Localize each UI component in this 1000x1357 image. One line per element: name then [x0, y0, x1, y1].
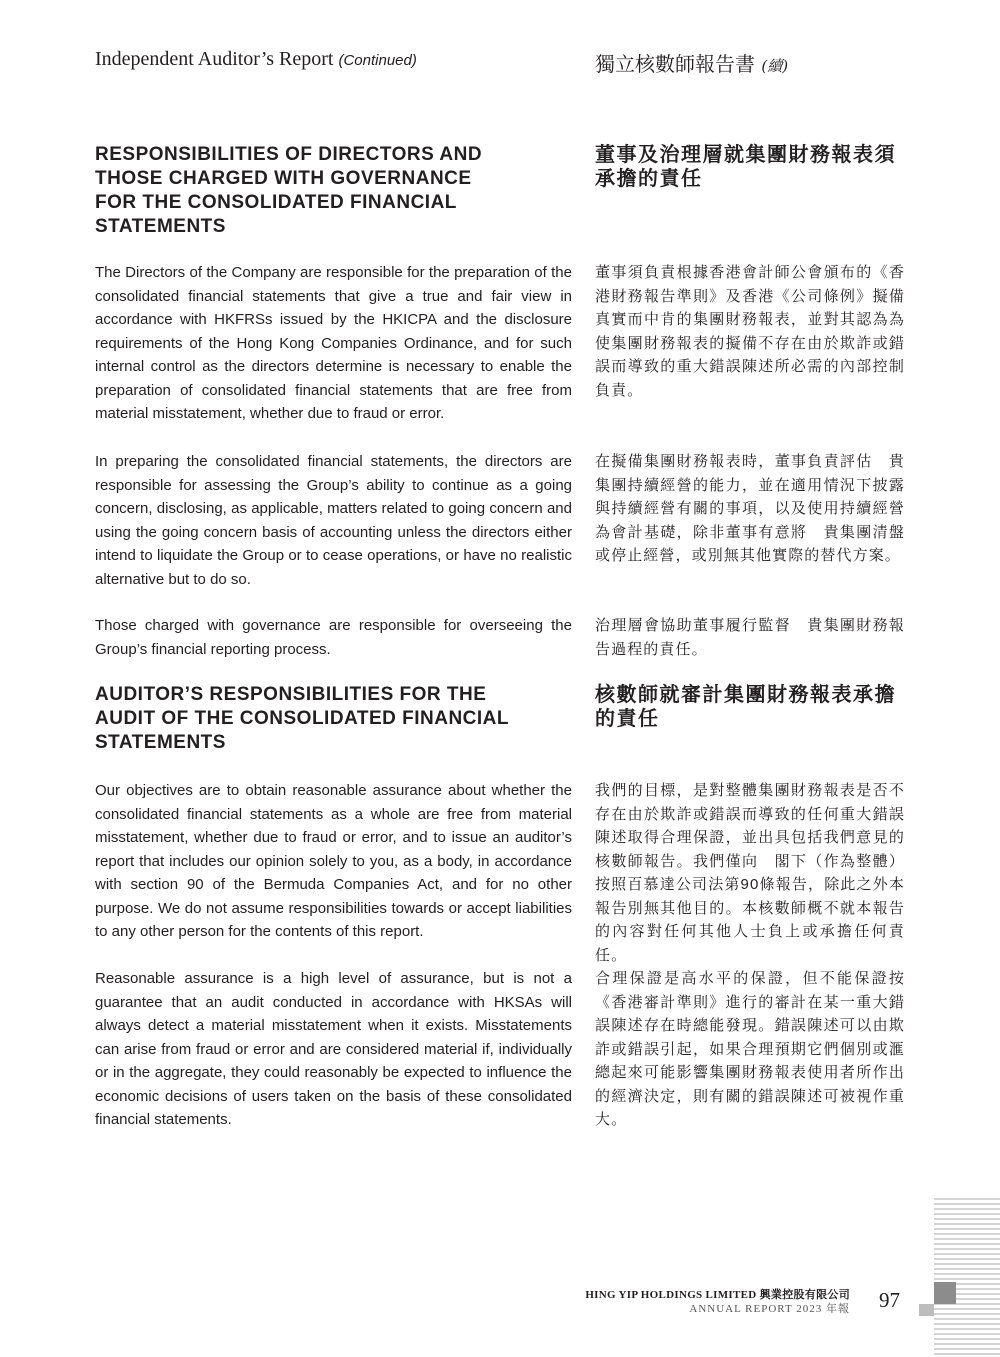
header-title-en: Independent Auditor’s Report	[95, 48, 334, 70]
directors-heading-en	[95, 143, 572, 239]
decorative-stripes	[934, 1198, 1000, 1357]
header-title-zh: 獨立核數師報告書	[595, 52, 755, 76]
heading-line: THOSE CHARGED WITH GOVERNANCE	[95, 168, 472, 189]
paragraph-text: 我們的目標，是對整體集團財務報表是否不存在由於欺詐或錯誤而導致的任何重大錯誤陳述取得合理保證，並出具包括我們意見的核數師報告。我們僅向 閣下（作為整體）按照百慕達公司法第90條報告，除此之外本報告別無其他目的。本核數師概不就本報告的內容對任何其他人士負上或承擔任何責任。	[595, 782, 905, 964]
directors-heading-zh	[595, 143, 905, 191]
auditor-paragraph-2-en	[95, 967, 572, 1132]
heading-line: STATEMENTS	[95, 216, 226, 237]
auditor-heading-en	[95, 683, 572, 755]
decorative-square	[934, 1282, 956, 1304]
paragraph-text: 合理保證是高水平的保證，但不能保證按《香港審計準則》進行的審計在某一重大錯誤陳述存在時總能發現。錯誤陳述可以由欺詐或錯誤引起，如果合理預期它們個別或滙總起來可能影響集團財務報表使用者所作出的經濟決定，則有關的錯誤陳述可被視作重大。	[595, 970, 905, 1128]
company-name-en: HING YIP HOLDINGS LIMITED	[585, 1289, 757, 1301]
running-header-zh	[595, 48, 788, 77]
paragraph-text: 治理層會協助董事履行監督 貴集團財務報告過程的責任。	[595, 617, 905, 658]
report-name-en: ANNUAL REPORT 2023	[689, 1303, 823, 1315]
paragraph-text: Our objectives are to obtain reasonable assurance about whether the consolidated financial statements as a whole are free from material misstatement, whether due to fraud or error, and to issue an auditor’s report that includes our opinion solely to you, as a body, in accordance with section 90 of the Bermuda Companies Act, and for no other purpose. We do not assume responsibilities towards or accept liabilities to any other person for the contents of this report.	[95, 782, 572, 940]
heading-line: 核數師就審計集團財務報表承擔	[595, 684, 896, 706]
paragraph-text: In preparing the consolidated financial statements, the directors are responsible for assessing the Group’s ability to continue as a going concern, disclosing, as applicable, matters related to going concern and using the going concern basis of accounting unless the directors either intend to liquidate the Group or to cease operations, or have no realistic alternative but to do so.	[95, 453, 572, 588]
header-continued-en: (Continued)	[338, 52, 417, 69]
company-name-zh: 興業控股有限公司	[759, 1289, 850, 1301]
page-number: 97	[879, 1288, 900, 1312]
auditor-paragraph-1-zh	[595, 779, 905, 967]
auditor-heading-zh	[595, 683, 905, 731]
footer-report	[689, 1300, 850, 1316]
directors-paragraph-1-zh	[595, 261, 905, 402]
paragraph-text: The Directors of the Company are responsible for the preparation of the consolidated financial statements that give a true and fair view in accordance with HKFRSs issued by the HKICPA and the disclosure requirements of the Hong Kong Companies Ordinance, and for such internal control as the directors determine is necessary to enable the preparation of consolidated financial statements that are free from material misstatement, whether due to fraud or error.	[95, 264, 572, 422]
report-name-zh: 年報	[826, 1303, 850, 1315]
directors-paragraph-3-zh	[595, 614, 905, 661]
heading-line: 董事及治理層就集團財務報表須	[595, 144, 896, 166]
heading-line: 的責任	[595, 708, 660, 730]
directors-paragraph-3-en	[95, 614, 572, 661]
paragraph-text: 在擬備集團財務報表時，董事負責評估 貴集團持續經營的能力，並在適用情況下披露與持續經營有關的事項，以及使用持續經營為會計基礎，除非董事有意將 貴集團清盤或停止經營，或別無其他實際的替代方案。	[595, 453, 905, 564]
directors-paragraph-1-en	[95, 261, 572, 426]
auditor-paragraph-2-zh	[595, 967, 905, 1132]
directors-paragraph-2-en	[95, 450, 572, 591]
header-continued-zh: (續)	[761, 57, 789, 75]
heading-line: 承擔的責任	[595, 168, 703, 190]
heading-line: STATEMENTS	[95, 732, 226, 753]
decorative-square	[919, 1304, 934, 1316]
heading-line: FOR THE CONSOLIDATED FINANCIAL	[95, 192, 457, 213]
paragraph-text: 董事須負責根據香港會計師公會頒布的《香港財務報告準則》及香港《公司條例》擬備真實而中肯的集團財務報表，並對其認為為使集團財務報表的擬備不存在由於欺詐或錯誤而導致的重大錯誤陳述所必需的內部控制負責。	[595, 264, 905, 399]
heading-line: AUDIT OF THE CONSOLIDATED FINANCIAL	[95, 708, 510, 729]
directors-paragraph-2-zh	[595, 450, 905, 568]
running-header-en	[95, 48, 417, 71]
heading-line: AUDITOR’S RESPONSIBILITIES FOR THE	[95, 684, 487, 705]
auditor-paragraph-1-en	[95, 779, 572, 944]
heading-line: RESPONSIBILITIES OF DIRECTORS AND	[95, 144, 483, 165]
paragraph-text: Reasonable assurance is a high level of assurance, but is not a guarantee that an audit conducted in accordance with HKSAs will always detect a material misstatement when it exists. Misstatements can arise from fraud or error and are considered material if, individually or in the aggregate, they could reasonably be expected to influence the economic decisions of users taken on the basis of these consolidated financial statements.	[95, 970, 572, 1128]
paragraph-text: Those charged with governance are responsible for overseeing the Group’s financial reporting process.	[95, 617, 572, 658]
